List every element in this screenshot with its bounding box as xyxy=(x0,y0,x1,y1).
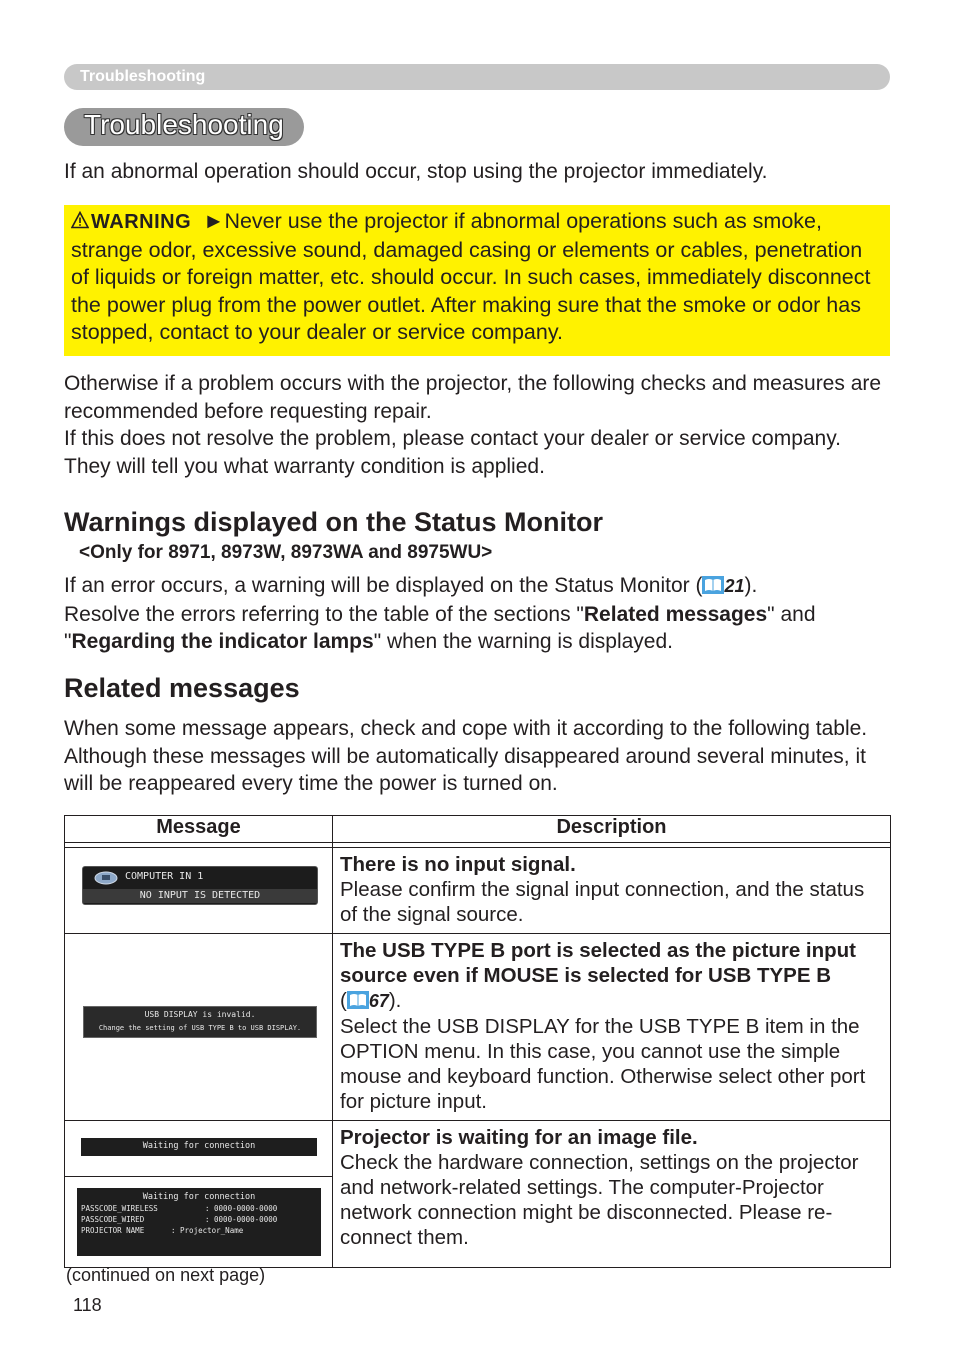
usb-display-screen xyxy=(83,1006,317,1038)
warning-text: ►Never use the projector if abnormal operations such as smoke, strange odor, excessive sound, damaged casing or elements or cables, penetration of liquids or foreign matter, etc. should occur. In such cases, immediately disconnect the power plug from the power outlet. After making sure that the smoke or odor has stopped, contact to your dealer or service company. xyxy=(71,209,871,344)
description-body: Select the USB DISPLAY for the USB TYPE B item in the OPTION menu. In this case, you cannot use the simple mouse and keyboard function. Otherwise select other port for picture input. xyxy=(340,1015,866,1113)
related-messages-text: When some message appears, check and cope with it according to the following table. Although these messages will be automatically disappeared around several minutes, it will be reappeared every time the power is turned on. xyxy=(64,717,868,795)
page-number: 118 xyxy=(73,1295,102,1315)
passcode-wireless-label: PASSCODE_WIRELESS xyxy=(81,1204,158,1213)
description-cell xyxy=(333,848,891,934)
projector-name-label: PROJECTOR NAME xyxy=(81,1226,145,1235)
computer-input-icon xyxy=(93,870,119,886)
usb-screen-line1: USB DISPLAY is invalid. xyxy=(144,1010,256,1019)
section-title-pill xyxy=(64,108,304,146)
header-band xyxy=(64,64,890,90)
usb-screen-line2: Change the setting of USB TYPE B to USB DISPLAY. xyxy=(98,1024,302,1032)
message-image-cell xyxy=(65,1121,333,1268)
image-divider xyxy=(65,1176,332,1177)
screen-no-input-label: NO INPUT IS DETECTED xyxy=(83,889,317,903)
continued-note: (continued on next page) xyxy=(66,1265,266,1285)
passcode-wireless-value: : 0000-0000-0000 xyxy=(205,1204,278,1213)
column-header-description: Description xyxy=(333,816,891,843)
waiting-screen xyxy=(81,1138,317,1156)
passcode-wired-value: : 0000-0000-0000 xyxy=(205,1215,278,1224)
table-row xyxy=(65,848,891,934)
description-cell xyxy=(333,1121,891,1268)
page-reference[interactable]: 21 xyxy=(724,576,745,596)
description-title: There is no input signal. xyxy=(340,853,576,876)
table-row xyxy=(65,934,891,1121)
header-band-label: Troubleshooting xyxy=(80,68,206,85)
table-header-row xyxy=(65,816,891,843)
paragraph-contact: If this does not resolve the problem, please contact your dealer or service company. They will tell you what warranty condition is applied. xyxy=(64,427,842,478)
column-header-message: Message xyxy=(65,816,333,843)
description-body: Check the hardware connection, settings on the projector and network-related settings. The computer-Projector network connection might be disconnected. Please re-connect them. xyxy=(340,1151,859,1249)
status-line2-text: Resolve the errors referring to the table of the sections " xyxy=(64,602,584,626)
status-line2-and: " and " xyxy=(64,602,816,653)
message-image-cell xyxy=(65,848,333,934)
book-reference-icon xyxy=(347,991,369,1009)
warning-triangle-icon xyxy=(71,211,89,229)
indicator-lamps-ref: Regarding the indicator lamps xyxy=(71,630,374,653)
warning-box xyxy=(64,205,890,356)
ref-close: ). xyxy=(388,989,402,1012)
status-line1-text: If an error occurs, a warning will be displayed on the Status Monitor ( xyxy=(64,574,703,597)
related-messages-ref: Related messages xyxy=(583,602,768,626)
status-monitor-text xyxy=(64,572,890,656)
paragraph-repair: Otherwise if a problem occurs with the projector, the following checks and measures are recommended before requesting repair. xyxy=(64,372,882,423)
status-line2-end: " when the warning is displayed. xyxy=(373,630,673,653)
waiting-detail-screen xyxy=(77,1188,321,1256)
related-messages-heading: Related messages xyxy=(64,673,300,703)
section-title: Troubleshooting xyxy=(84,109,284,140)
status-line1-end: ). xyxy=(744,574,758,597)
ref-open: ( xyxy=(340,989,347,1012)
warning-label: WARNING xyxy=(91,211,192,233)
description-body: Please confirm the signal input connection, and the status of the signal source. xyxy=(340,878,865,926)
description-title: The USB TYPE B port is selected as the picture input source even if MOUSE is selected for USB TYPE B xyxy=(340,939,857,987)
intro-text: If an abnormal operation should occur, stop using the projector immediately. xyxy=(64,160,768,183)
book-reference-icon xyxy=(702,576,724,594)
status-monitor-heading: Warnings displayed on the Status Monitor xyxy=(64,507,604,537)
projector-name-value: : Projector_Name xyxy=(171,1226,244,1235)
message-image-cell xyxy=(65,934,333,1121)
table-row xyxy=(65,1121,891,1268)
waiting-screen-label: Waiting for connection xyxy=(142,1141,256,1151)
waiting-detail-title: Waiting for connection xyxy=(142,1192,256,1202)
passcode-wired-label: PASSCODE_WIRED xyxy=(81,1215,145,1224)
models-note: <Only for 8971, 8973W, 8973WA and 8975WU> xyxy=(79,542,493,563)
no-input-screen xyxy=(82,866,318,905)
screen-source-label: COMPUTER IN 1 xyxy=(125,871,204,882)
messages-table xyxy=(64,815,891,1268)
description-cell xyxy=(333,934,891,1121)
page-reference[interactable]: 67 xyxy=(368,991,389,1011)
description-ref-line xyxy=(340,988,886,1014)
description-title: Projector is waiting for an image file. xyxy=(340,1126,698,1149)
